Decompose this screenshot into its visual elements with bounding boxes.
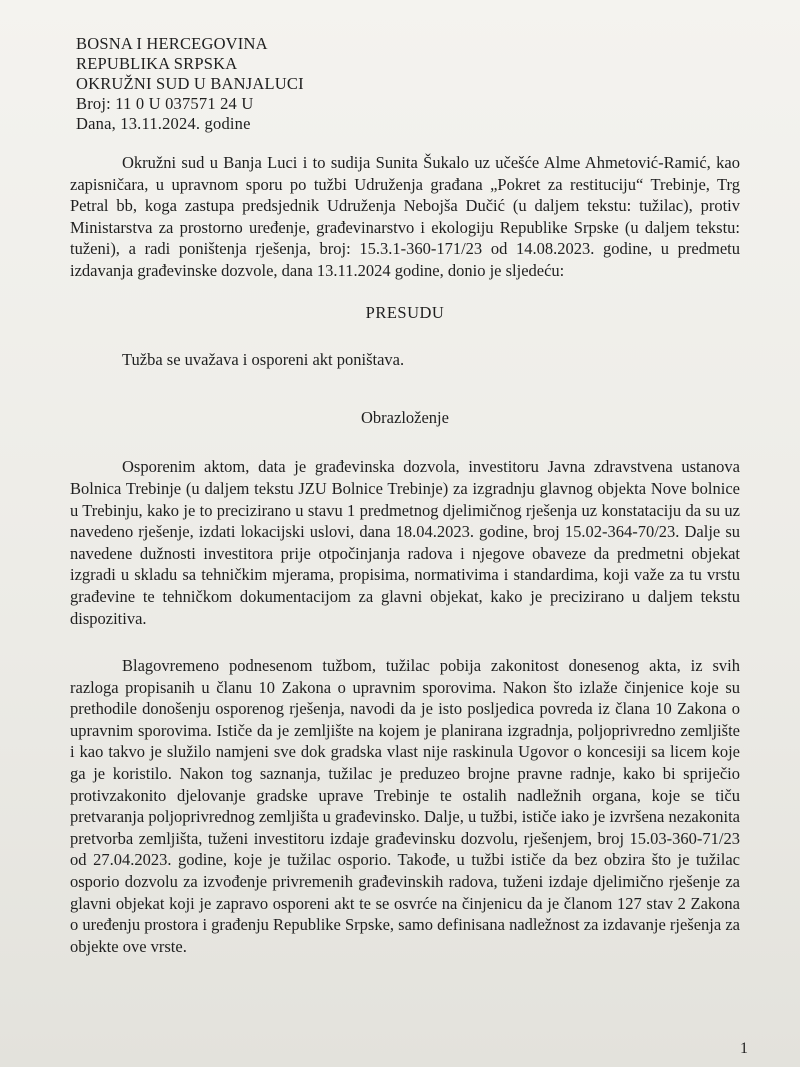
header-date: Dana, 13.11.2024. godine: [76, 114, 251, 133]
header-court: OKRUŽNI SUD U BANJALUCI: [76, 74, 304, 93]
verdict-text: Tužba se uvažava i osporeni akt poništava.: [122, 350, 405, 370]
header-country: BOSNA I HERCEGOVINA: [76, 34, 268, 53]
court-header: [76, 34, 304, 134]
reasoning-paragraph-2: Blagovremeno podnesenom tužbom, tužilac pobija zakonitost donesenog akta, iz svih razloga propisanih u članu 10 Zakona o upravnim sporovima. Nakon što izlaže činjenice koje su prethodile donošenju osporenog rješenja, navodi da je isto posljedica povreda iz člana 10 Zakona o upravnim sporovima. Ističe da je zemljište na kojem je planirana izgradnja, poljoprivredno zemljište i kao takvo je služilo namjeni sve dok gradska vlast nije raskinula Ugovor o koncesiji sa licem koje ga je koristilo. Nakon tog saznanja, tužilac je preduzeo brojne pravne radnje, kako bi spriječio protivzakonito djelovanje gradske uprave Trebinje te ostalih nadležnih organa, koje se tiču pretvaranja poljoprivrednog zemljišta u građevinsko. Dalje, u tužbi, ističe iako je izvršena nezakonita pretvorba zemljišta, tuženi investitoru izdaje građevinsku dozvolu, rješenjem, broj 15.03-360-71/23 od 27.04.2023. godine, koje je tužilac osporio. Takođe, u tužbi ističe da bez obzira što je tužilac osporio dozvolu za izvođenje privremenih građevinskih radova, tuženi izdaje djelimično rješenje za glavni objekat koji je zapravo osporeni akt te se osvrće na činjenicu da je članom 127 stav 2 Zakona o uređenju prostora i građenju Republike Srpske, samo definisana nadležnost za izdavanje rješenja za objekte ove vrste.: [70, 656, 740, 956]
verdict-title: PRESUDU: [365, 302, 445, 322]
page-number: 1: [740, 1040, 748, 1057]
header-case-number: Broj: 11 0 U 037571 24 U: [76, 94, 254, 113]
document-body: [70, 152, 740, 957]
reasoning-paragraph-1: Osporenim aktom, data je građevinska dozvola, investitoru Javna zdravstvena ustanova Bolnica Trebinje (u daljem tekstu JZU Bolnice Trebinje) za izgradnju glavnog objekta Nove bolnice u Trebinju, kako je to precizirano u stavu 1 predmetnog djelimičnog rješenja uz konstataciju da su uz navedeno rješenje, izdati lokacijski uslovi, dana 18.04.2023. godine, broj 15.02-364-70/23. Dalje su navedene dužnosti investitora prije otpočinjanja radova i njegove obaveze da predmetni objekat izgradi u skladu sa tehničkim mjerama, propisima, normativima i standardima, koji važe za tu vrstu građevine te tehničkom dokumentacijom za glavni objekat, kako je precizirano u daljem tekstu dispozitiva.: [70, 457, 740, 628]
intro-paragraph: Okružni sud u Banja Luci i to sudija Sunita Šukalo uz učešće Alme Ahmetović-Ramić, kao zapisničara, u upravnom sporu po tužbi Udruženja građana „Pokret za restituciju“ Trebinje, Trg Petral bb, koga zastupa predsjednik Udruženja Nebojša Dučić (u daljem tekstu: tužilac), protiv Ministarstva za prostorno uređenje, građevinarstvo i ekologiju Republike Srpske (u daljem tekstu: tuženi), a radi poništenja rješenja, broj: 15.3.1-360-171/23 od 14.08.2023. godine, u predmetu izdavanja građevinske dozvole, dana 13.11.2024 godine, donio je sljedeću:: [70, 153, 740, 280]
reasoning-title: Obrazloženje: [361, 407, 449, 427]
header-entity: REPUBLIKA SRPSKA: [76, 54, 238, 73]
